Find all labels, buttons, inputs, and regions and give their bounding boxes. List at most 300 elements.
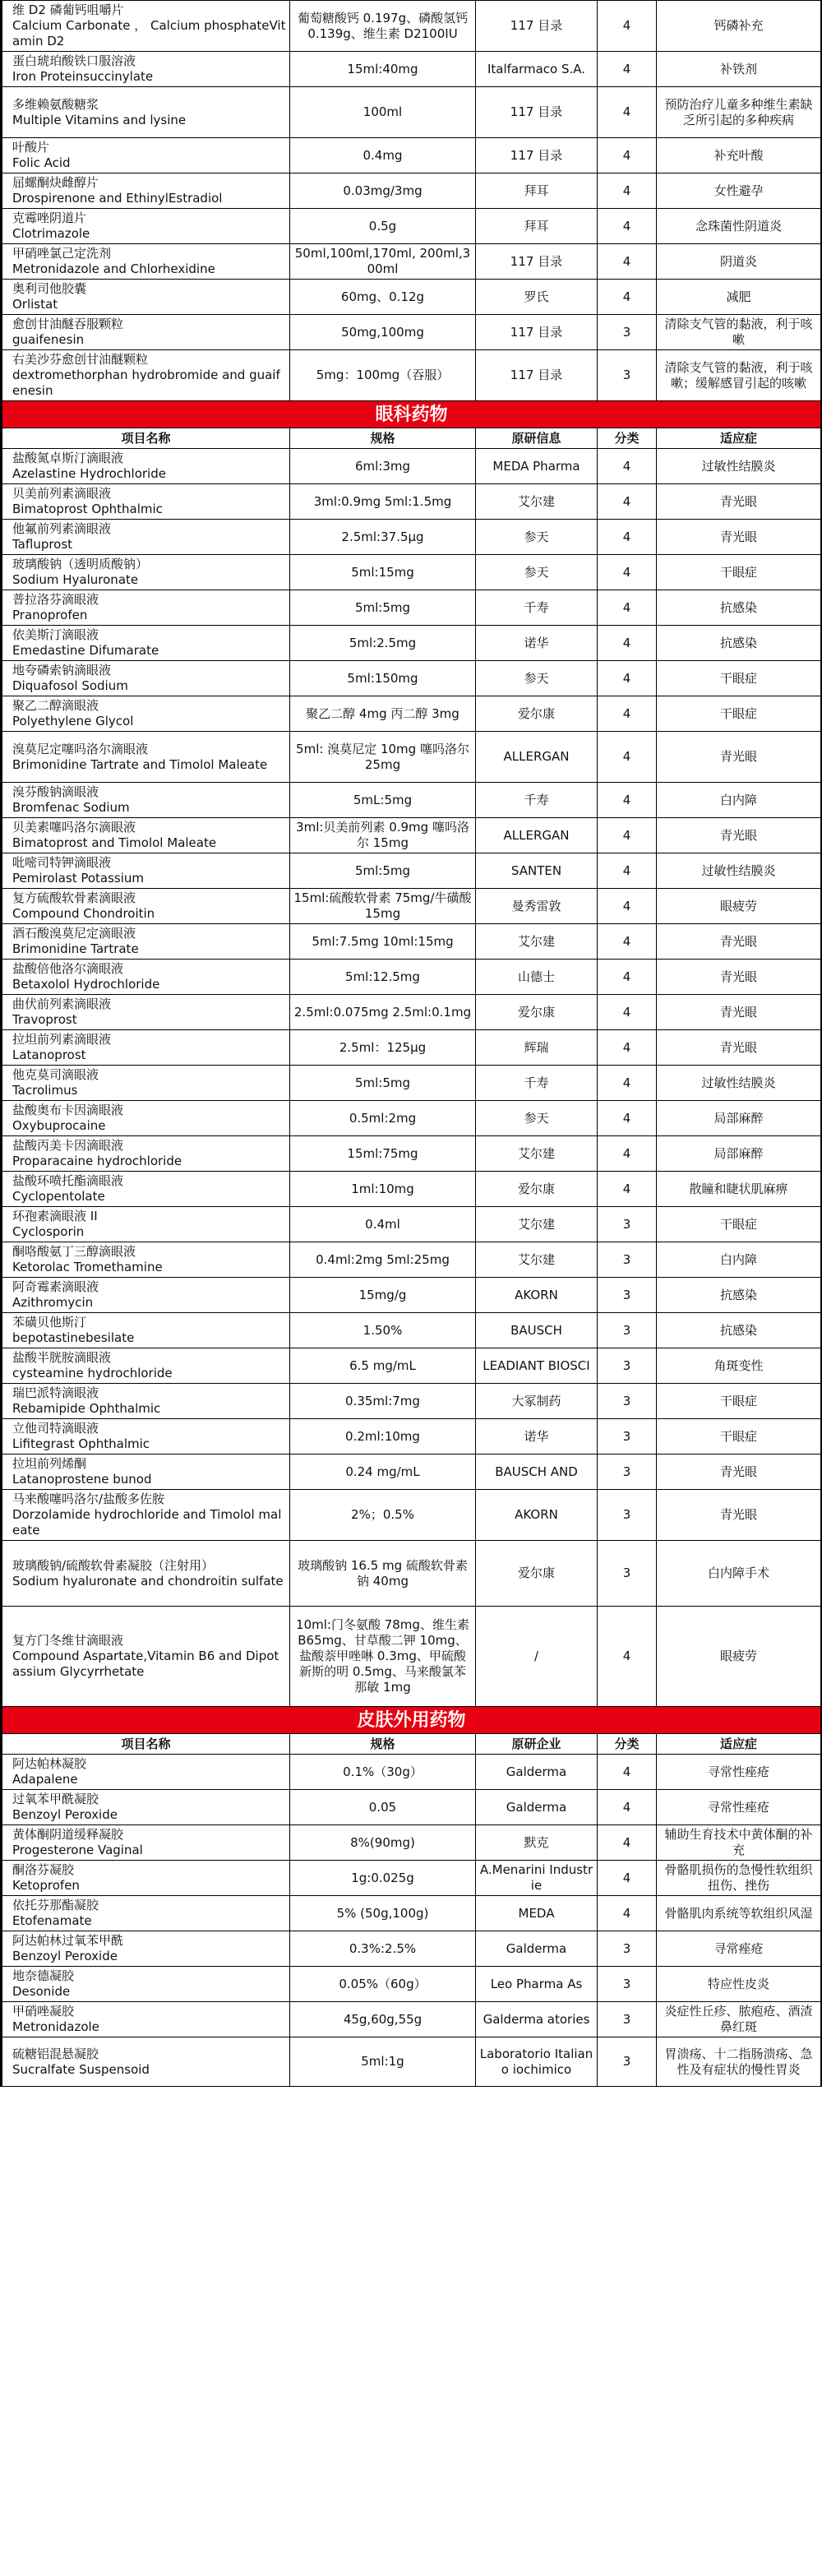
- indication-cell: 补铁剂: [657, 52, 821, 87]
- table-row: [2, 280, 821, 315]
- origin-cell: 艾尔建: [476, 1242, 598, 1278]
- drug-name-en: dextromethorphan hydrobromide and guaifenesin: [12, 368, 280, 398]
- origin-cell: ALLERGAN: [476, 818, 598, 853]
- drug-name-cn: 贝美素噻吗洛尔滴眼液: [12, 820, 136, 835]
- origin-cell: 117 目录: [476, 315, 598, 350]
- spec-cell: 0.4ml: [290, 1207, 476, 1242]
- class-cell: 4: [598, 1066, 657, 1101]
- class-cell: 4: [598, 1607, 657, 1707]
- table-row: [2, 889, 821, 924]
- drug-name-cn: 依托芬那酯凝胶: [12, 1898, 99, 1912]
- class-cell: 4: [598, 661, 657, 696]
- spec-cell: 8%(90mg): [290, 1825, 476, 1861]
- indication-cell: 特应性皮炎: [657, 1967, 821, 2002]
- spec-cell: 50mg,100mg: [290, 315, 476, 350]
- indication-cell: 白内障手术: [657, 1541, 821, 1607]
- drug-name-cn: 盐酸半胱胺滴眼液: [12, 1350, 112, 1365]
- spec-cell: 2.5ml：125μg: [290, 1030, 476, 1066]
- origin-cell: 诺华: [476, 626, 598, 661]
- spec-cell: 0.05%（60g）: [290, 1967, 476, 2002]
- class-cell: 3: [598, 1242, 657, 1278]
- indication-cell: 眼疲劳: [657, 1607, 821, 1707]
- table-row: [2, 853, 821, 889]
- indication-cell: 青光眼: [657, 1030, 821, 1066]
- drug-name-en: Cyclosporin: [12, 1224, 85, 1239]
- drug-name-en: Azelastine Hydrochloride: [12, 466, 166, 481]
- spec-cell: 5ml:5mg: [290, 853, 476, 889]
- drug-name-cell: [2, 1967, 290, 2002]
- drug-name-cn: 克霉唑阴道片: [12, 210, 87, 225]
- drug-name-cn: 右美沙芬愈创甘油醚颗粒: [12, 352, 149, 367]
- spec-cell: 5ml:15mg: [290, 555, 476, 590]
- origin-cell: Galderma: [476, 1931, 598, 1967]
- spec-cell: 5ml:1g: [290, 2037, 476, 2087]
- class-cell: 4: [598, 1, 657, 52]
- drug-name-cell: [2, 280, 290, 315]
- spec-cell: 0.3%:2.5%: [290, 1931, 476, 1967]
- origin-cell: MEDA Pharma: [476, 449, 598, 484]
- table-row: [2, 209, 821, 244]
- drug-name-en: Emedastine Difumarate: [12, 643, 159, 658]
- origin-cell: 117 目录: [476, 87, 598, 138]
- class-cell: 4: [598, 87, 657, 138]
- class-cell: 4: [598, 818, 657, 853]
- drug-name-en: Diquafosol Sodium: [12, 678, 128, 693]
- drug-name-cn: 酒石酸溴莫尼定滴眼液: [12, 926, 136, 941]
- drug-name-cell: [2, 1348, 290, 1384]
- table-row: [2, 2002, 821, 2037]
- drug-name-cell: [2, 1278, 290, 1313]
- drug-name-cell: [2, 1242, 290, 1278]
- indication-cell: 局部麻醉: [657, 1101, 821, 1136]
- table-row: [2, 590, 821, 626]
- indication-cell: 钙磷补充: [657, 1, 821, 52]
- drug-name-cell: [2, 818, 290, 853]
- class-cell: 4: [598, 1896, 657, 1931]
- spec-cell: 2.5ml:0.075mg 2.5ml:0.1mg: [290, 995, 476, 1030]
- drug-name-cn: 愈创甘油醚吞服颗粒: [12, 317, 124, 331]
- class-cell: 4: [598, 244, 657, 280]
- origin-cell: 默克: [476, 1825, 598, 1861]
- drug-name-cn: 他克莫司滴眼液: [12, 1067, 99, 1082]
- drug-name-cn: 地夸磷索钠滴眼液: [12, 663, 112, 678]
- table-row: [2, 1207, 821, 1242]
- class-cell: 3: [598, 1454, 657, 1490]
- indication-cell: 干眼症: [657, 1419, 821, 1454]
- drug-name-cn: 普拉洛芬滴眼液: [12, 592, 99, 607]
- indication-cell: 青光眼: [657, 732, 821, 783]
- drug-name-cell: [2, 1136, 290, 1172]
- drug-name-cell: [2, 1861, 290, 1896]
- table-row: [2, 449, 821, 484]
- spec-cell: 5ml:5mg: [290, 590, 476, 626]
- col-header-spec: 规格: [290, 1734, 476, 1755]
- drug-name-cn: 马来酸噻吗洛尔/盐酸多佐胺: [12, 1491, 165, 1506]
- table-row: [2, 995, 821, 1030]
- drug-name-en: Brimonidine Tartrate and Timolol Maleate: [12, 756, 268, 772]
- class-cell: 4: [598, 555, 657, 590]
- indication-cell: 干眼症: [657, 1384, 821, 1419]
- drug-name-cn: 瑞巴派特滴眼液: [12, 1385, 99, 1400]
- table-row: [2, 818, 821, 853]
- col-header-indication: 适应症: [657, 428, 821, 449]
- class-cell: 4: [598, 280, 657, 315]
- indication-cell: 补充叶酸: [657, 138, 821, 173]
- drug-name-cn: 阿达帕林凝胶: [12, 1756, 87, 1771]
- drug-name-en: Compound Chondroitin: [12, 906, 155, 921]
- origin-cell: Galderma: [476, 1790, 598, 1825]
- spec-cell: 6ml:3mg: [290, 449, 476, 484]
- origin-cell: LEADIANT BIOSCI: [476, 1348, 598, 1384]
- drug-name-cell: [2, 209, 290, 244]
- table-row: [2, 1490, 821, 1541]
- class-cell: 4: [598, 1861, 657, 1896]
- drug-name-en: Tafluprost: [12, 537, 73, 552]
- drug-name-cell: [2, 1931, 290, 1967]
- drug-name-cn: 聚乙二醇滴眼液: [12, 698, 99, 713]
- spec-cell: 50ml,100ml,170ml, 200ml,300ml: [290, 244, 476, 280]
- drug-name-cn: 硫糖铝混悬凝胶: [12, 2046, 99, 2061]
- col-header-origin: 原研企业: [476, 1734, 598, 1755]
- drug-name-cell: [2, 1825, 290, 1861]
- origin-cell: 参天: [476, 661, 598, 696]
- class-cell: 4: [598, 1755, 657, 1790]
- section-header-derm: [2, 1707, 821, 1734]
- drug-name-en: guaifenesin: [12, 332, 85, 347]
- spec-cell: 15ml:40mg: [290, 52, 476, 87]
- origin-cell: 爱尔康: [476, 1541, 598, 1607]
- origin-cell: 爱尔康: [476, 696, 598, 732]
- origin-cell: Leo Pharma As: [476, 1967, 598, 2002]
- origin-cell: SANTEN: [476, 853, 598, 889]
- indication-cell: 散瞳和睫状肌麻痹: [657, 1172, 821, 1207]
- drug-name-cell: [2, 1419, 290, 1454]
- col-header-spec: 规格: [290, 428, 476, 449]
- indication-cell: 眼疲劳: [657, 889, 821, 924]
- drug-name-cn: 酮洛芬凝胶: [12, 1862, 75, 1877]
- table-row: [2, 1172, 821, 1207]
- origin-cell: 拜耳: [476, 209, 598, 244]
- spec-cell: 0.03mg/3mg: [290, 173, 476, 209]
- indication-cell: 过敏性结膜炎: [657, 1066, 821, 1101]
- spec-cell: 1g:0.025g: [290, 1861, 476, 1896]
- drug-name-cn: 黄体酮阴道缓释凝胶: [12, 1827, 124, 1842]
- indication-cell: 阴道炎: [657, 244, 821, 280]
- spec-cell: 聚乙二醇 4mg 丙二醇 3mg: [290, 696, 476, 732]
- drug-name-cell: [2, 1207, 290, 1242]
- class-cell: 4: [598, 626, 657, 661]
- table-row: [2, 350, 821, 401]
- drug-name-cell: [2, 1, 290, 52]
- origin-cell: 拜耳: [476, 173, 598, 209]
- spec-cell: 0.35ml:7mg: [290, 1384, 476, 1419]
- drug-name-cell: [2, 1490, 290, 1541]
- drug-name-cell: [2, 995, 290, 1030]
- indication-cell: 青光眼: [657, 1454, 821, 1490]
- drug-name-en: bepotastinebesilate: [12, 1330, 135, 1345]
- drug-name-cn: 甲硝唑凝胶: [12, 2004, 75, 2019]
- drug-name-cell: [2, 2037, 290, 2087]
- drug-name-cell: [2, 626, 290, 661]
- spec-cell: 1.50%: [290, 1313, 476, 1348]
- drug-name-cn: 溴芬酸钠滴眼液: [12, 784, 99, 799]
- indication-cell: 胃溃疡、十二指肠溃疡、急性及有症状的慢性胃炎: [657, 2037, 821, 2087]
- drug-name-en: Calcium Carbonate ， Calcium phosphateVitamin D2: [12, 18, 286, 49]
- drug-name-cell: [2, 853, 290, 889]
- origin-cell: BAUSCH AND: [476, 1454, 598, 1490]
- drug-name-en: Drospirenone and EthinylEstradiol: [12, 191, 223, 206]
- drug-name-en: cysteamine hydrochloride: [12, 1366, 173, 1380]
- drug-name-en: Rebamipide Ophthalmic: [12, 1401, 161, 1416]
- spec-cell: 5ml:5mg: [290, 1066, 476, 1101]
- spec-cell: 100ml: [290, 87, 476, 138]
- class-cell: 3: [598, 1207, 657, 1242]
- drug-name-cn: 阿达帕林过氧苯甲酰: [12, 1933, 124, 1948]
- col-header-class: 分类: [598, 1734, 657, 1755]
- drug-name-en: Cyclopentolate: [12, 1189, 105, 1204]
- indication-cell: 白内障: [657, 783, 821, 818]
- drug-name-cn: 盐酸丙美卡因滴眼液: [12, 1138, 124, 1153]
- drug-table: [2, 0, 821, 2087]
- table-row: [2, 1541, 821, 1607]
- drug-name-en: Iron Proteinsuccinylate: [12, 69, 154, 84]
- origin-cell: AKORN: [476, 1278, 598, 1313]
- origin-cell: 山德士: [476, 960, 598, 995]
- section-title: 眼科药物: [2, 401, 821, 428]
- table-row: [2, 1278, 821, 1313]
- drug-name-en: Pranoprofen: [12, 608, 88, 622]
- indication-cell: 角斑变性: [657, 1348, 821, 1384]
- class-cell: 4: [598, 696, 657, 732]
- drug-name-cell: [2, 590, 290, 626]
- indication-cell: 骨骼肌损伤的急慢性软组织扭伤、挫伤: [657, 1861, 821, 1896]
- class-cell: 4: [598, 960, 657, 995]
- class-cell: 4: [598, 889, 657, 924]
- drug-name-cn: 盐酸环喷托酯滴眼液: [12, 1173, 124, 1188]
- drug-name-en: Azithromycin: [12, 1295, 94, 1310]
- drug-name-cn: 甲硝唑氯己定洗剂: [12, 246, 112, 261]
- drug-name-cn: 溴莫尼定噻吗洛尔滴眼液: [12, 741, 149, 756]
- indication-cell: 青光眼: [657, 818, 821, 853]
- spec-cell: 0.2ml:10mg: [290, 1419, 476, 1454]
- drug-name-cn: 复方硫酸软骨素滴眼液: [12, 890, 136, 905]
- drug-name-cn: 屈螺酮炔雌醇片: [12, 175, 99, 190]
- spec-cell: 0.24 mg/mL: [290, 1454, 476, 1490]
- origin-cell: 罗氏: [476, 280, 598, 315]
- origin-cell: 爱尔康: [476, 995, 598, 1030]
- drug-name-cell: [2, 1030, 290, 1066]
- indication-cell: 干眼症: [657, 661, 821, 696]
- table-row: [2, 1313, 821, 1348]
- spec-cell: 2.5ml:37.5μg: [290, 520, 476, 555]
- class-cell: 4: [598, 52, 657, 87]
- class-cell: 4: [598, 209, 657, 244]
- table-row: [2, 520, 821, 555]
- drug-name-cell: [2, 1313, 290, 1348]
- indication-cell: 抗感染: [657, 1278, 821, 1313]
- drug-name-cell: [2, 138, 290, 173]
- table-row: [2, 1896, 821, 1931]
- drug-name-cell: [2, 960, 290, 995]
- drug-name-cn: 酮咯酸氨丁三醇滴眼液: [12, 1244, 136, 1259]
- drug-name-en: Desonide: [12, 1984, 71, 1999]
- indication-cell: 炎症性丘疹、脓疱疮、酒渣鼻红斑: [657, 2002, 821, 2037]
- table-row: [2, 1, 821, 52]
- origin-cell: AKORN: [476, 1490, 598, 1541]
- indication-cell: 寻常性痤疮: [657, 1790, 821, 1825]
- table-row: [2, 1825, 821, 1861]
- drug-name-cell: [2, 520, 290, 555]
- drug-name-en: Bimatoprost Ophthalmic: [12, 502, 163, 516]
- table-row: [2, 783, 821, 818]
- indication-cell: 寻常性痤疮: [657, 1755, 821, 1790]
- drug-name-cell: [2, 1607, 290, 1707]
- class-cell: 3: [598, 1278, 657, 1313]
- drug-name-cell: [2, 889, 290, 924]
- spec-cell: 5ml:12.5mg: [290, 960, 476, 995]
- class-cell: 3: [598, 350, 657, 401]
- indication-cell: 骨骼肌肉系统等软组织风湿: [657, 1896, 821, 1931]
- origin-cell: Italfarmaco S.A.: [476, 52, 598, 87]
- class-cell: 4: [598, 590, 657, 626]
- class-cell: 4: [598, 1101, 657, 1136]
- drug-name-en: Orlistat: [12, 297, 58, 312]
- origin-cell: 诺华: [476, 1419, 598, 1454]
- class-cell: 4: [598, 1136, 657, 1172]
- class-cell: 4: [598, 853, 657, 889]
- origin-cell: 参天: [476, 555, 598, 590]
- drug-name-en: Travoprost: [12, 1012, 77, 1027]
- table-row: [2, 1607, 821, 1707]
- drug-name-cn: 吡嘧司特钾滴眼液: [12, 855, 112, 870]
- origin-cell: 大冢制药: [476, 1384, 598, 1419]
- origin-cell: 117 目录: [476, 350, 598, 401]
- class-cell: 3: [598, 1541, 657, 1607]
- drug-name-cell: [2, 2002, 290, 2037]
- drug-name-en: Latanoprostene bunod: [12, 1472, 152, 1487]
- drug-name-cn: 过氧苯甲酰凝胶: [12, 1792, 99, 1806]
- class-cell: 4: [598, 138, 657, 173]
- origin-cell: 曼秀雷敦: [476, 889, 598, 924]
- indication-cell: 青光眼: [657, 1490, 821, 1541]
- spec-cell: 15ml:硫酸软骨素 75mg/牛磺酸 15mg: [290, 889, 476, 924]
- origin-cell: 参天: [476, 1101, 598, 1136]
- col-header-indication: 适应症: [657, 1734, 821, 1755]
- drug-name-cn: 他氟前列素滴眼液: [12, 521, 112, 536]
- table-row: [2, 696, 821, 732]
- indication-cell: 念珠菌性阴道炎: [657, 209, 821, 244]
- class-cell: 3: [598, 2002, 657, 2037]
- table-row: [2, 1755, 821, 1790]
- table-row: [2, 661, 821, 696]
- table-row: [2, 244, 821, 280]
- class-cell: 4: [598, 484, 657, 520]
- indication-cell: 抗感染: [657, 590, 821, 626]
- table-row: [2, 1384, 821, 1419]
- class-cell: 4: [598, 783, 657, 818]
- spec-cell: 6.5 mg/mL: [290, 1348, 476, 1384]
- col-header-name: 项目名称: [2, 1734, 290, 1755]
- drug-name-en: Benzoyl Peroxide: [12, 1807, 118, 1822]
- origin-cell: 艾尔建: [476, 1136, 598, 1172]
- drug-name-en: Bimatoprost and Timolol Maleate: [12, 835, 217, 850]
- drug-name-cn: 地奈德凝胶: [12, 1968, 75, 1983]
- drug-name-cn: 盐酸奥布卡因滴眼液: [12, 1103, 124, 1117]
- spec-cell: 5ml:150mg: [290, 661, 476, 696]
- drug-name-cn: 盐酸倍他洛尔滴眼液: [12, 961, 124, 976]
- spec-cell: 葡萄糖酸钙 0.197g、磷酸氢钙 0.139g、维生素 D2100IU: [290, 1, 476, 52]
- drug-name-cell: [2, 173, 290, 209]
- origin-cell: 艾尔建: [476, 484, 598, 520]
- column-header-row: [2, 1734, 821, 1755]
- indication-cell: 清除支气管的黏液，利于咳嗽: [657, 315, 821, 350]
- origin-cell: 参天: [476, 520, 598, 555]
- spec-cell: 15ml:75mg: [290, 1136, 476, 1172]
- spec-cell: 5ml:7.5mg 10ml:15mg: [290, 924, 476, 960]
- indication-cell: 过敏性结膜炎: [657, 853, 821, 889]
- origin-cell: Galderma atories: [476, 2002, 598, 2037]
- class-cell: 3: [598, 315, 657, 350]
- drug-name-cn: 奥利司他胶囊: [12, 281, 87, 296]
- indication-cell: 青光眼: [657, 520, 821, 555]
- table-row: [2, 1242, 821, 1278]
- origin-cell: Laboratorio Italiano iochimico: [476, 2037, 598, 2087]
- column-header-row: [2, 428, 821, 449]
- indication-cell: 抗感染: [657, 1313, 821, 1348]
- drug-name-cn: 叶酸片: [12, 140, 50, 155]
- drug-name-cn: 依美斯汀滴眼液: [12, 627, 99, 642]
- drug-name-cn: 复方门冬维甘滴眼液: [12, 1633, 124, 1648]
- table-row: [2, 173, 821, 209]
- spec-cell: 0.5g: [290, 209, 476, 244]
- drug-name-cell: [2, 449, 290, 484]
- table-row: [2, 87, 821, 138]
- table-row: [2, 1861, 821, 1896]
- origin-cell: 117 目录: [476, 244, 598, 280]
- drug-name-cell: [2, 1454, 290, 1490]
- drug-name-cn: 盐酸氮卓斯汀滴眼液: [12, 451, 124, 465]
- drug-name-en: Ketorolac Tromethamine: [12, 1260, 163, 1274]
- origin-cell: 117 目录: [476, 1, 598, 52]
- indication-cell: 白内障: [657, 1242, 821, 1278]
- class-cell: 3: [598, 1967, 657, 2002]
- spec-cell: 3ml:0.9mg 5ml:1.5mg: [290, 484, 476, 520]
- drug-name-cn: 拉坦前列烯酮: [12, 1456, 87, 1471]
- drug-name-cn: 贝美前列素滴眼液: [12, 486, 112, 501]
- origin-cell: 爱尔康: [476, 1172, 598, 1207]
- spec-cell: 10ml:门冬氨酸 78mg、维生素 B65mg、甘草酸二钾 10mg、盐酸萘甲唑啉 0.3mg、甲硫酸新斯的明 0.5mg、马来酸氯苯那敏 1mg: [290, 1607, 476, 1707]
- class-cell: 3: [598, 1419, 657, 1454]
- spec-cell: 玻璃酸钠 16.5 mg 硫酸软骨素钠 40mg: [290, 1541, 476, 1607]
- indication-cell: 女性避孕: [657, 173, 821, 209]
- drug-name-en: Tacrolimus: [12, 1083, 78, 1098]
- spec-cell: 5mL:5mg: [290, 783, 476, 818]
- table-row: [2, 1454, 821, 1490]
- drug-name-cn: 蛋白琥珀酸铁口服溶液: [12, 53, 136, 68]
- drug-name-en: Pemirolast Potassium: [12, 871, 145, 886]
- table-row: [2, 960, 821, 995]
- spec-cell: 60mg、0.12g: [290, 280, 476, 315]
- table-row: [2, 2037, 821, 2087]
- section-title: 皮肤外用药物: [2, 1707, 821, 1734]
- table-row: [2, 484, 821, 520]
- drug-name-cn: 立他司特滴眼液: [12, 1421, 99, 1436]
- table-row: [2, 1790, 821, 1825]
- drug-name-en: Bromfenac Sodium: [12, 800, 130, 815]
- class-cell: 4: [598, 1790, 657, 1825]
- indication-cell: 青光眼: [657, 995, 821, 1030]
- drug-name-cell: [2, 732, 290, 783]
